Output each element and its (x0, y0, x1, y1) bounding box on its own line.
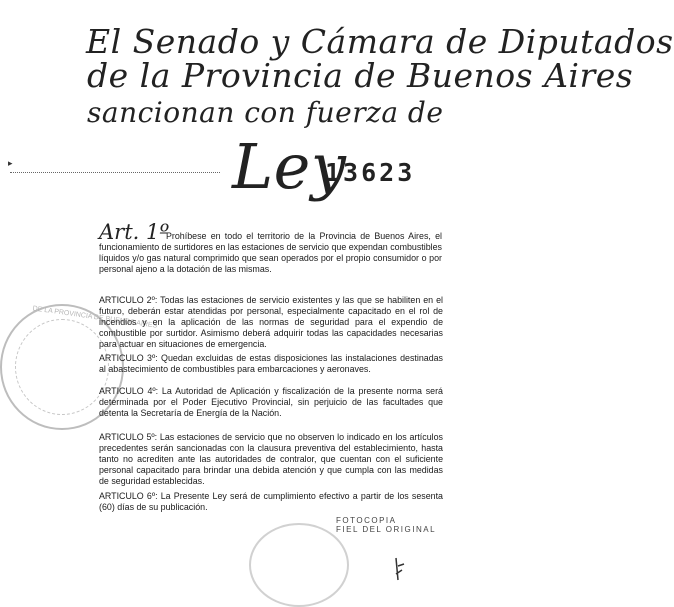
article-5-text: ARTICULO 5º: Las estaciones de servicio que no observen lo indicado en los artículos precedentes serán sancionadas con la clausura preventiva del establecimiento, hasta tanto no acrediten ante las autoridades de contralor, que cuentan con el suficiente personal capacitado para brindar una debida atención y que cumpla con las medidas de seguridad establecidas. (99, 432, 443, 486)
article-3-text: ARTICULO 3º: Quedan excluidas de estas disposiciones las instalaciones destinadas al abastecimiento de combustibles para embarcaciones y aeronaves. (99, 353, 443, 374)
article-5 (99, 432, 443, 487)
seal-inner-ring (15, 319, 109, 415)
photocopy-stamp (336, 516, 437, 538)
article-4-text: ARTICULO 4º: La Autoridad de Aplicación y fiscalización de la presente norma será determinada por el Poder Ejecutivo Provincial, sin perjuicio de las facultades que detenta la Secretaría de Energía de la Nación. (99, 386, 443, 418)
article-2 (99, 295, 443, 350)
header-line-1: El Senado y Cámara de Diputados (86, 22, 674, 61)
secondary-seal-icon (249, 523, 349, 607)
article-3 (99, 353, 443, 375)
margin-mark-icon: ▸ (8, 158, 13, 168)
dotted-divider (10, 172, 220, 173)
article-2-text: ARTICULO 2º: Todas las estaciones de servicio existentes y las que se habiliten en el futuro, deberán estar atendidas por personal, especialmente capacitado en el rol de incendios y en la aplicación de las normas de seguridad para el expendio de combustible por surtidor. Asimismo deberá adquirir todas las capacidades necesarias para actuar en situaciones de emergencia. (99, 295, 443, 349)
stamp-line-2: FIEL DEL ORIGINAL (336, 525, 437, 534)
seal-text: DE LA PROVINCIA DE BUENOS AIRES (32, 305, 158, 330)
law-number: 13623 (325, 158, 416, 187)
article-1-text: Prohíbese en todo el territorio de la Provincia de Buenos Aires, el funcionamiento de surtidores en las estaciones de servicio que expendan combustibles líquidos y/o gas natural comprimido que sean operados por el propio consumidor o por personal ajeno a la dotación de las mismas. (99, 231, 442, 274)
article-4 (99, 386, 443, 419)
article-1 (99, 220, 442, 275)
header-line-2: de la Provincia de Buenos Aires (87, 56, 634, 95)
article-1-label: Art. 1º (99, 220, 170, 244)
article-6-text: ARTICULO 6º: La Presente Ley será de cumplimiento efectivo a partir de los sesenta (60) días de su publicación. (99, 491, 443, 512)
stamp-line-1: FOTOCOPIA (336, 516, 397, 525)
ley-label: Ley (232, 130, 347, 203)
article-6 (99, 491, 443, 513)
header-line-3: sancionan con fuerza de (87, 96, 444, 129)
signature-mark-icon (390, 556, 410, 582)
